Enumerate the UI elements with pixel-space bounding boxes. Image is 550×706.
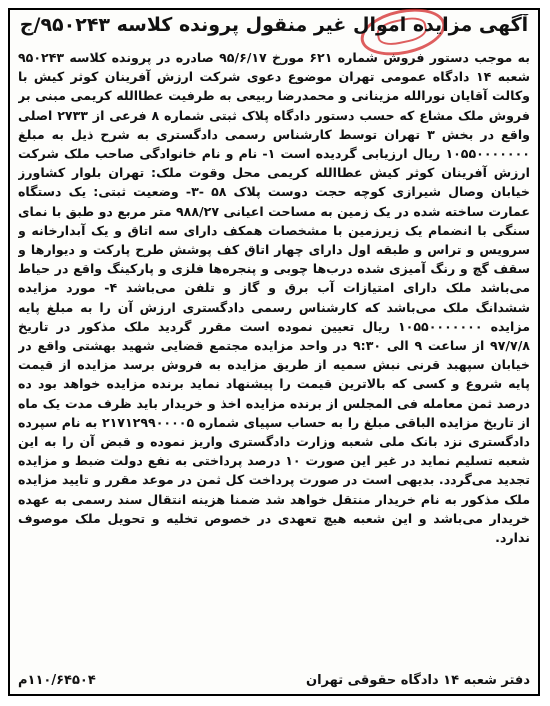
footer-office: دفتر شعبه ۱۴ دادگاه حقوقی تهران: [306, 673, 530, 688]
notice-body: به موجب دستور فروش شماره ۶۲۱ مورخ ۹۵/۶/۱۷ صادره در پرونده کلاسه ۹۵۰۲۴۳ شعبه ۱۴ دادگاه عمومی تهران موضوع دعوی شرکت ارزش آفرینان کوثر کیش با وکالت آقایان نورالله مزینانی و محمدرضا ربیعی به طرفیت عطاالله کریمی مبنی بر فروش ملک مشاع که حسب دستور دادگاه پلاک ثبتی شماره ۸ فرعی از ۲۷۳۳ اصلی واقع در بخش ۳ تهران توسط کارشناس رسمی دادگستری به شرح ذیل به مبلغ ۱۰۵۵۰۰۰۰۰۰۰ ریال ارزیابی گردیده است ۱- نام و نام خانوادگی صاحب ملک شرکت ارزش آفرینان کوثر کیش عطاالله کریمی محل وقوت ملک: تهران بلوار کشاورز خیابان وصال شیرازی کوچه حجت دوست پلاک ۵۸ -۳- وضعیت ثبتی: یک دستگاه عمارت ساخته شده در یک زمین به مساحت اعیانی ۹۸۸/۲۷ متر مربع دو طبق با نمای سنگی با انضمام یک زیرزمین با مشخصات همکف دارای سه اتاق و یک آبدارخانه و سرویس و تراس و طبقه اول دارای چهار اتاق کف پوشش طرح پارکت و دیوارها و سقف گچ و رنگ آمیزی شده درب‌ها چوبی و پنجره‌ها فلزی و پارکینگ واقع در حیاط می‌باشد ملک دارای امتیازات آب برق و گاز و تلفن می‌باشد ۴- مورد مزایده ششدانگ ملک می‌باشد که کارشناس رسمی دادگستری ارزش آن را به مبلغ پایه مزایده ۱۰۵۵۰۰۰۰۰۰۰ ریال تعیین نموده است مقرر گردید ملک مذکور در تاریخ ۹۷/۷/۸ از ساعت ۹ الی ۹:۳۰ در واحد مزایده مجتمع قضایی شهید بهشتی واقع در خیابان سپهبد قرنی نبش سمیه از طریق مزایده به فروش برسد مزایده از قیمت پایه شروع و کسی که بالاترین قیمت را پیشنهاد نماید برنده مزایده خواهد بود ده درصد ثمن معامله فی المجلس از برنده مزایده اخذ و خریدار باید ظرف مدت یک ماه از تاریخ مزایده الباقی مبلغ را به حساب سپیای شماره ۲۱۷۱۲۹۹۰۰۰۰۵ به نام سپرده دادگستری نزد بانک ملی شعبه وزارت دادگستری واریز نموده و قبض آن را به این شعبه تسلیم نماید در غیر این صورت ۱۰ درصد پرداختی به نفع دولت ضبط و مزایده تجدید می‌گردد. بدیهی است در صورت پرداخت کل ثمن در موعد مقرر و تایید مزایده ملک مذکور به نام خریدار منتقل خواهد شد ضمنا هزینه انتقال سند رسمی به عهده خریدار می‌باشد و این شعبه هیچ تعهدی در خصوص تخلیه و تحویل ملک موصوف ندارد.: [18, 50, 530, 546]
notice-footer: [18, 673, 530, 688]
notice-title: آگهی مزایده اموال غیر منقول پرونده کلاسه ۹۵۰۲۴۳/ج: [19, 14, 529, 36]
footer-code: ۱۱۰/۶۴۵۰۴م: [18, 673, 96, 688]
notice-frame: [8, 8, 540, 696]
